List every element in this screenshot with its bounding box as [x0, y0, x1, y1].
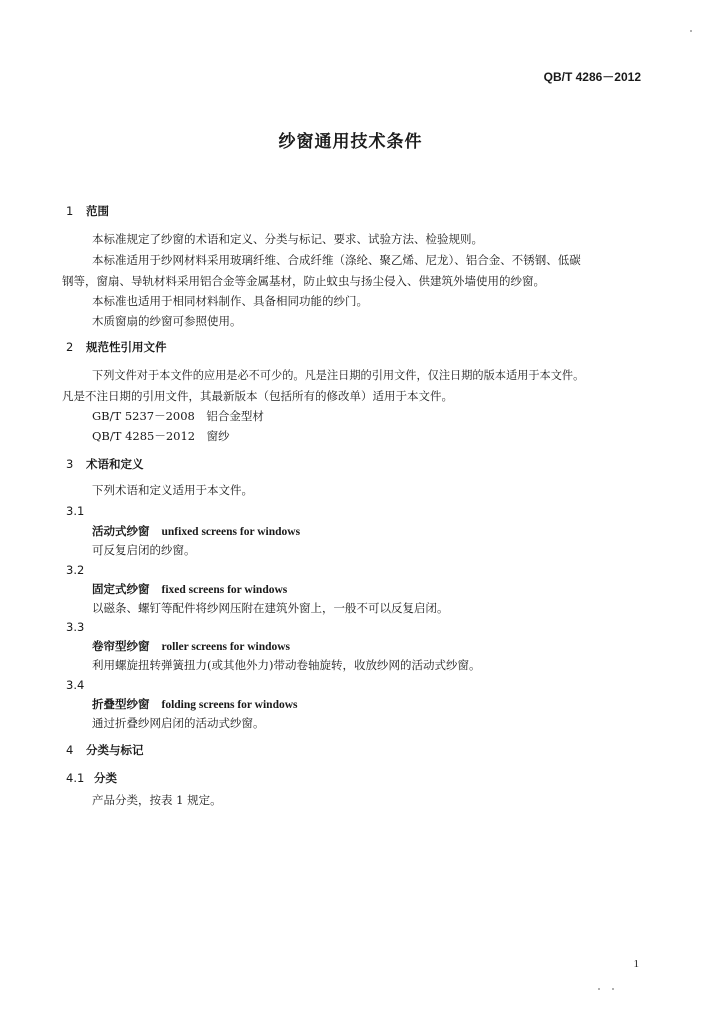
paragraph-continuation: 钢等，窗扇、导轨材料采用铝合金等金属基材，防止蚊虫与扬尘侵入、供建筑外墙使用的纱窗。 [62, 274, 545, 288]
section-number: 2 [66, 340, 74, 354]
term-chinese: 折叠型纱窗 [92, 697, 150, 711]
section-title: 范围 [86, 204, 109, 218]
paragraph: 产品分类，按表 1 规定。 [92, 793, 222, 807]
page-number: 1 [633, 958, 639, 970]
term-english: fixed screens for windows [161, 584, 288, 596]
term-heading [92, 638, 290, 655]
term-heading [92, 581, 287, 598]
reference-item: QB/T 4285－2012 窗纱 [92, 429, 230, 443]
term-definition: 可反复启闭的纱窗。 [92, 543, 196, 557]
term-chinese: 活动式纱窗 [92, 524, 150, 538]
section-1-heading [66, 203, 109, 219]
paragraph: 本标准适用于纱网材料采用玻璃纤维、合成纤维（涤纶、聚乙烯、尼龙）、铝合金、不锈钢、低碳 [92, 253, 581, 267]
section-2-heading [66, 339, 167, 355]
subsection-4-1-heading [66, 770, 117, 786]
term-chinese: 卷帘型纱窗 [92, 639, 150, 653]
section-number: 3 [66, 457, 74, 471]
term-definition: 利用螺旋扭转弹簧扭力(或其他外力)带动卷轴旋转，收放纱网的活动式纱窗。 [92, 658, 481, 672]
paragraph: 木质窗扇的纱窗可参照使用。 [92, 314, 242, 328]
section-title: 分类与标记 [86, 743, 144, 757]
document-title: 纱窗通用技术条件 [278, 132, 423, 152]
term-number: 3.2 [66, 563, 85, 577]
section-number: 1 [66, 204, 74, 218]
section-3-heading [66, 456, 144, 472]
section-number: 4 [66, 743, 74, 757]
term-definition: 通过折叠纱网启闭的活动式纱窗。 [92, 716, 265, 730]
scan-speck [612, 988, 614, 990]
term-english: unfixed screens for windows [161, 526, 301, 538]
subsection-number: 4.1 [66, 771, 85, 785]
paragraph: 下列文件对于本文件的应用是必不可少的。凡是注日期的引用文件，仅注日期的版本适用于本文件。 [92, 369, 585, 382]
scan-speck [690, 30, 692, 32]
term-english: folding screens for windows [161, 699, 298, 711]
term-number: 3.4 [66, 678, 85, 692]
standard-code: QB/T 4286－2012 [543, 70, 641, 84]
section-4-heading [66, 742, 144, 758]
term-number: 3.1 [66, 504, 85, 518]
paragraph-continuation: 凡是不注日期的引用文件，其最新版本（包括所有的修改单）适用于本文件。 [62, 389, 453, 403]
paragraph: 本标准也适用于相同材料制作、具备相同功能的纱门。 [92, 294, 368, 308]
term-chinese: 固定式纱窗 [92, 582, 150, 596]
term-english: roller screens for windows [161, 641, 291, 653]
section-title: 规范性引用文件 [86, 340, 167, 354]
paragraph: 下列术语和定义适用于本文件。 [92, 483, 253, 497]
section-title: 术语和定义 [86, 457, 144, 471]
scan-speck [598, 988, 600, 990]
subsection-title: 分类 [94, 771, 117, 785]
term-heading [92, 696, 298, 713]
term-heading [92, 523, 300, 540]
paragraph: 本标准规定了纱窗的术语和定义、分类与标记、要求、试验方法、检验规则。 [92, 232, 483, 246]
term-number: 3.3 [66, 620, 85, 634]
term-definition: 以磁条、螺钉等配件将纱网压附在建筑外窗上，一般不可以反复启闭。 [92, 601, 449, 615]
reference-item: GB/T 5237－2008 铝合金型材 [92, 409, 264, 423]
